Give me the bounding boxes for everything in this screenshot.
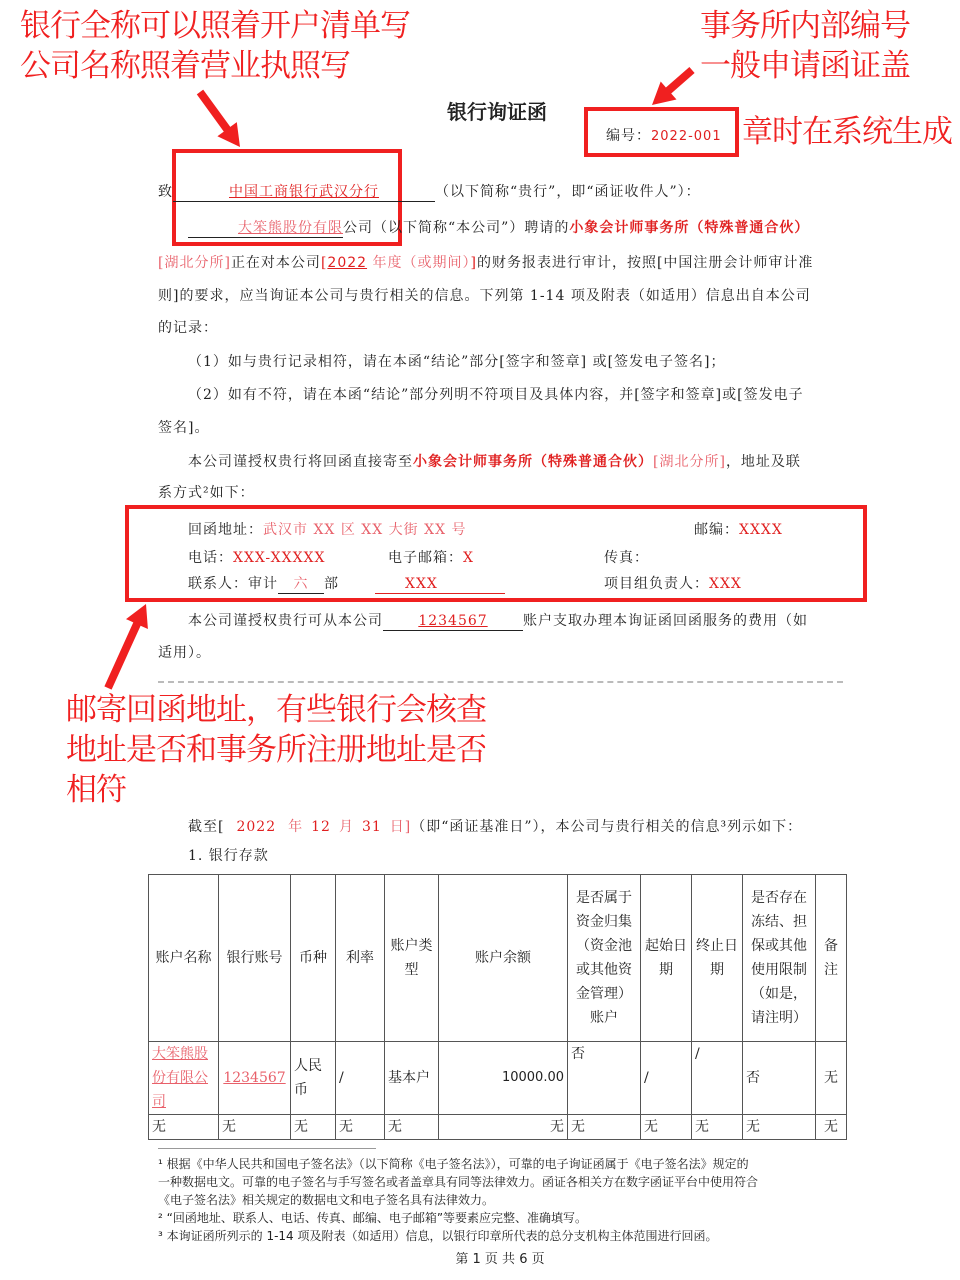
para3-text: 账户支取办理本询证函回函服务的费用（如 xyxy=(523,613,808,629)
date-suffix: （即“函证基准日”），本公司与贵行相关的信息³列示如下： xyxy=(411,819,803,835)
phone-label: 电话： xyxy=(188,550,233,566)
dept-suffix: 部 xyxy=(324,576,339,592)
para1-text: 公司（以下简称“本公司”）聘请的 xyxy=(343,220,570,236)
cell: 10000.00 xyxy=(439,1042,568,1115)
email-value: X xyxy=(463,550,474,566)
para1-line4: 的记录： xyxy=(158,320,218,336)
para1-line1 xyxy=(188,219,809,238)
footnote: 《电子签名法》相关规定的数据电文和电子签名具有法律效力。 xyxy=(158,1193,495,1207)
manager-label: 项目组负责人： xyxy=(604,576,709,592)
para3-text: 本公司谨授权贵行可从本公司 xyxy=(188,613,383,629)
page-number: 第 1 页 共 6 页 xyxy=(455,1252,545,1267)
company-name: 大笨熊股份有限 xyxy=(238,220,343,236)
bank-name: 中国工商银行武汉分行 xyxy=(229,184,379,200)
fee-account: 1234567 xyxy=(418,613,488,629)
cell: 无 xyxy=(385,1115,439,1140)
cell: 无 xyxy=(219,1115,291,1140)
manager-value: XXX xyxy=(709,576,742,592)
name-annotation: 公司名称照着营业执照写 xyxy=(20,48,350,84)
zip-value: XXXX xyxy=(739,522,783,538)
footnote-divider xyxy=(158,1148,376,1149)
cell: 无 xyxy=(816,1042,847,1115)
cell: 1234567 xyxy=(219,1042,291,1115)
serial-annotation: 事务所内部编号 xyxy=(700,8,910,44)
name-annotation: 银行全称可以照着开户清单写 xyxy=(20,8,410,44)
serial-label: 编号： xyxy=(606,128,651,144)
para2-text: 本公司谨授权贵行将回函直接寄至 xyxy=(188,454,413,470)
address-label: 回函地址： xyxy=(188,522,263,538)
para1-text: 的财务报表进行审计，按照[中国注册会计师审计准 xyxy=(476,255,814,271)
cell: 否 xyxy=(568,1042,641,1115)
col-header: 终止日期 xyxy=(692,875,743,1042)
contact-person xyxy=(188,575,505,594)
para3-line1 xyxy=(188,612,808,631)
date-m: 月 xyxy=(338,819,354,835)
zip xyxy=(694,521,783,539)
para1-line3: 则]的要求，应当询证本公司与贵行相关的信息。下列第 1-14 项及附表（如适用）信息出自本公司 xyxy=(158,288,811,304)
col-header: 备注 xyxy=(816,875,847,1042)
return-firm: 小象会计师事务所（特殊普通合伙） xyxy=(413,454,653,470)
address-annotation: 邮寄回函地址，有些银行会核查 xyxy=(66,692,486,728)
phone-value: XXX-XXXXX xyxy=(233,550,326,566)
cell: 无 xyxy=(439,1115,568,1140)
return-branch: [湖北分所] xyxy=(653,454,726,470)
document-title: 银行询证函 xyxy=(447,100,547,124)
phone xyxy=(188,549,325,567)
cell: 否 xyxy=(743,1042,816,1115)
bracket: ] xyxy=(470,255,477,271)
cell: / xyxy=(641,1042,692,1115)
date-line xyxy=(188,818,802,836)
col-header: 银行账号 xyxy=(219,875,291,1042)
col-header: 利率 xyxy=(336,875,385,1042)
date-month: 12 xyxy=(311,819,331,835)
cell: 无 xyxy=(692,1115,743,1140)
section-heading: 1. 银行存款 xyxy=(188,848,269,864)
col-header: 账户类型 xyxy=(385,875,439,1042)
manager xyxy=(604,575,742,593)
para2-line2: 系方式²如下： xyxy=(158,485,255,501)
para2-text: ，地址及联 xyxy=(725,454,801,470)
address-annotation: 地址是否和事务所注册地址是否 xyxy=(66,732,486,768)
footnote: ¹ 根据《中华人民共和国电子签名法》（以下简称《电子签名法》），可靠的电子询证函属于《电子签名法》规定的 xyxy=(158,1157,749,1171)
instruction-2-cont: 签名]。 xyxy=(158,420,210,436)
bracket: [ xyxy=(320,255,328,271)
para2-line1 xyxy=(188,453,801,471)
arrow-icon xyxy=(104,604,147,690)
instruction-1: （1）如与贵行记录相符，请在本函“结论”部分[签字和签章] 或[签发电子签名]； xyxy=(188,354,726,370)
para1-line2 xyxy=(158,254,813,272)
date-d: 日] xyxy=(389,819,412,835)
cell: / xyxy=(336,1042,385,1115)
col-header: 账户余额 xyxy=(439,875,568,1042)
serial-value: 2022-001 xyxy=(651,129,722,144)
audit-year: 2022 xyxy=(327,255,368,271)
cell: 无 xyxy=(291,1115,336,1140)
audit-firm: 小象会计师事务所（特殊普通合伙） xyxy=(569,220,810,236)
contact-label: 联系人：审计 xyxy=(188,576,278,592)
cell: 无 xyxy=(641,1115,692,1140)
serial-number xyxy=(606,127,722,146)
audit-period: 年度（或期间） xyxy=(367,255,471,271)
date-day: 31 xyxy=(361,819,382,835)
cell: 基本户 xyxy=(385,1042,439,1115)
to-suffix: （以下简称“贵行”，即“函证收件人”）： xyxy=(435,184,701,200)
contact-name: XXX xyxy=(405,576,438,592)
cell: 无 xyxy=(568,1115,641,1140)
cell: 无 xyxy=(743,1115,816,1140)
cell: 无 xyxy=(336,1115,385,1140)
bank-deposit-table xyxy=(148,874,847,1140)
email xyxy=(388,549,474,567)
table-row xyxy=(149,1042,847,1115)
email-label: 电子邮箱： xyxy=(388,550,463,566)
to-prefix: 致 xyxy=(158,184,173,200)
cell: / xyxy=(692,1042,743,1115)
table-header-row xyxy=(149,875,847,1042)
recipient-line xyxy=(158,183,701,202)
date-prefix: 截至[ xyxy=(188,819,225,835)
para3-line2: 适用）。 xyxy=(158,645,211,661)
cell: 无 xyxy=(149,1115,219,1140)
col-header: 是否存在冻结、担保或其他使用限制（如是，请注明） xyxy=(743,875,816,1042)
fax-label: 传真： xyxy=(604,550,649,566)
cell: 人民币 xyxy=(291,1042,336,1115)
cell: 大笨熊股份有限公司 xyxy=(149,1042,219,1115)
instruction-2: （2）如有不符，请在本函“结论”部分列明不符项目及具体内容，并[签字和签章]或[签发电子 xyxy=(188,387,804,403)
cell: 无 xyxy=(816,1115,847,1140)
date-year: 2022 xyxy=(236,819,277,835)
col-header: 币种 xyxy=(291,875,336,1042)
col-header: 账户名称 xyxy=(149,875,219,1042)
col-header: 起始日期 xyxy=(641,875,692,1042)
col-header: 是否属于资金归集（资金池或其他资金管理）账户 xyxy=(568,875,641,1042)
zip-label: 邮编： xyxy=(694,522,739,538)
footnote: ² “回函地址、联系人、电话、传真、邮编、电子邮箱”等要素应完整、准确填写。 xyxy=(158,1211,588,1225)
address-annotation: 相符 xyxy=(66,772,126,808)
serial-annotation: 一般申请函证盖 xyxy=(700,48,910,84)
return-address xyxy=(188,521,467,539)
footnote: ³ 本询证函所列示的 1-14 项及附表（如适用）信息，以银行印章所代表的总分支机构主体范围进行回函。 xyxy=(158,1229,718,1243)
table-row xyxy=(149,1115,847,1140)
dept-value: 六 xyxy=(293,576,309,592)
serial-annotation: 章时在系统生成 xyxy=(742,114,952,150)
para1-text: 正在对本公司 xyxy=(230,255,321,271)
footnote: 一种数据电文。可靠的电子签名与手写签名或者盖章具有同等法律效力。函证各相关方在数字函证平台中使用符合 xyxy=(158,1175,759,1189)
date-y: 年 xyxy=(288,819,304,835)
dashed-divider xyxy=(158,681,843,683)
address-value: 武汉市 XX 区 XX 大街 XX 号 xyxy=(263,522,467,538)
firm-branch: [湖北分所] xyxy=(158,255,231,271)
